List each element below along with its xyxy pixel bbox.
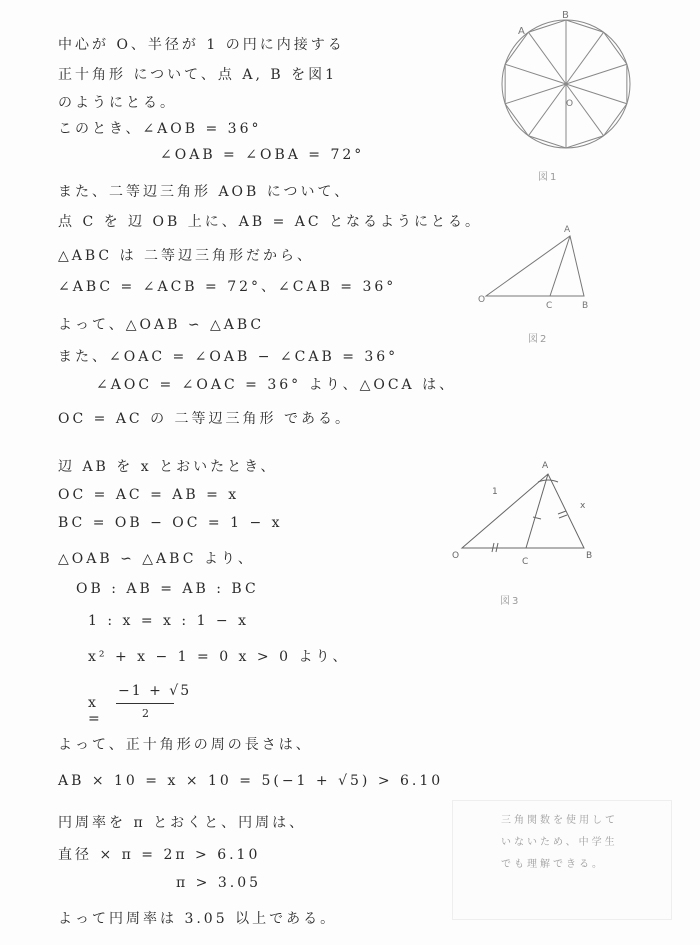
fig1-radius-6 (528, 84, 566, 136)
text-line-17: △OAB ∽ △ABC より、 (58, 551, 255, 567)
fig1-caption: 図1 (538, 172, 559, 183)
fig2-label-o: O (478, 295, 486, 305)
text-line-6: また、二等辺三角形 AOB について、 (58, 184, 352, 200)
text-line-26: よって円周率は 3.05 以上である。 (58, 911, 338, 927)
fig3-label-b: B (586, 551, 593, 561)
fig1-radius-9 (528, 32, 566, 84)
text-line-15: OC = AC = AB = x (58, 487, 240, 503)
text-line-24: 直径 × π = 2π > 6.10 (58, 847, 261, 863)
text-line-25: π > 3.05 (176, 875, 262, 891)
fig3-label-side-x: x (580, 501, 586, 511)
fig1-decagon (505, 20, 627, 148)
fig2-label-a: A (564, 225, 571, 235)
fraction-bar (116, 703, 174, 704)
fig3-label-o: O (452, 551, 460, 561)
fig3-tick-ab-2 (559, 515, 567, 518)
fig1-label-o: O (566, 99, 574, 109)
side-note-line-3: でも理解できる。 (501, 859, 605, 870)
fig2-segment-ac (550, 236, 570, 296)
fig3-segment-ac (526, 474, 548, 548)
figure-1 (496, 8, 636, 168)
fig1-radius-2 (566, 64, 627, 84)
fig1-label-a: A (518, 26, 525, 37)
text-line-4: このとき、∠AOB = 36° (58, 121, 262, 137)
side-note-line-1: 三角関数を使用して (501, 815, 618, 826)
text-line-11: また、∠OAC = ∠OAB − ∠CAB = 36° (58, 349, 399, 365)
text-line-7: 点 C を 辺 OB 上に、AB = AC となるようにとる。 (58, 214, 483, 230)
text-line-3: のようにとる。 (58, 95, 177, 111)
fig1-radius-1 (566, 32, 604, 84)
text-line-18: OB : AB = AB : BC (76, 581, 259, 597)
fig2-triangle (486, 236, 584, 296)
fraction-lhs: x = (88, 695, 103, 727)
text-line-19: 1 : x = x : 1 − x (88, 613, 249, 629)
text-line-8: △ABC は 二等辺三角形だから、 (58, 248, 315, 264)
fig1-radius-4 (566, 84, 604, 136)
figure-2 (478, 226, 608, 316)
text-line-23: 円周率を π とおくと、円周は、 (58, 815, 307, 831)
text-line-13: OC = AC の 二等辺三角形 である。 (58, 411, 352, 427)
text-line-16: BC = OB − OC = 1 − x (58, 515, 283, 531)
fig1-label-b: B (562, 10, 569, 21)
fig1-radius-7 (505, 84, 566, 104)
side-note-line-2: いないため、中学生 (501, 837, 618, 848)
fig3-caption: 図3 (500, 596, 521, 607)
text-line-21: よって、正十角形の周の長さは、 (58, 737, 313, 753)
text-line-20: x² + x − 1 = 0 x > 0 より、 (88, 649, 350, 665)
text-line-1: 中心が O、半径が 1 の円に内接する (58, 37, 345, 53)
fig3-tick-ab-1 (558, 511, 566, 514)
fig2-caption: 図2 (528, 334, 549, 345)
fig3-label-a: A (542, 461, 549, 471)
fig3-label-side-one: 1 (492, 487, 498, 497)
fig2-label-c: C (546, 301, 553, 311)
side-note (452, 800, 672, 920)
text-line-10: よって、△OAB ∽ △ABC (58, 317, 265, 333)
fig1-radius-3 (566, 84, 627, 104)
fig2-label-b: B (582, 301, 589, 311)
text-line-9: ∠ABC = ∠ACB = 72°、∠CAB = 36° (58, 279, 397, 295)
figure-3 (452, 458, 612, 568)
text-line-12: ∠AOC = ∠OAC = 36° より、△OCA は、 (96, 377, 457, 393)
text-line-5: ∠OAB = ∠OBA = 72° (160, 147, 365, 163)
fig3-label-c: C (522, 557, 529, 567)
text-line-22: AB × 10 = x × 10 = 5(−1 + √5) > 6.10 (58, 773, 444, 789)
fraction-denominator: 2 (142, 707, 149, 720)
text-line-14: 辺 AB を x とおいたとき、 (58, 459, 278, 475)
text-line-2: 正十角形 について、点 A, B を図1 (58, 67, 337, 83)
fraction-numerator: −1 + √5 (118, 683, 192, 699)
fig1-radius-8 (505, 64, 566, 84)
